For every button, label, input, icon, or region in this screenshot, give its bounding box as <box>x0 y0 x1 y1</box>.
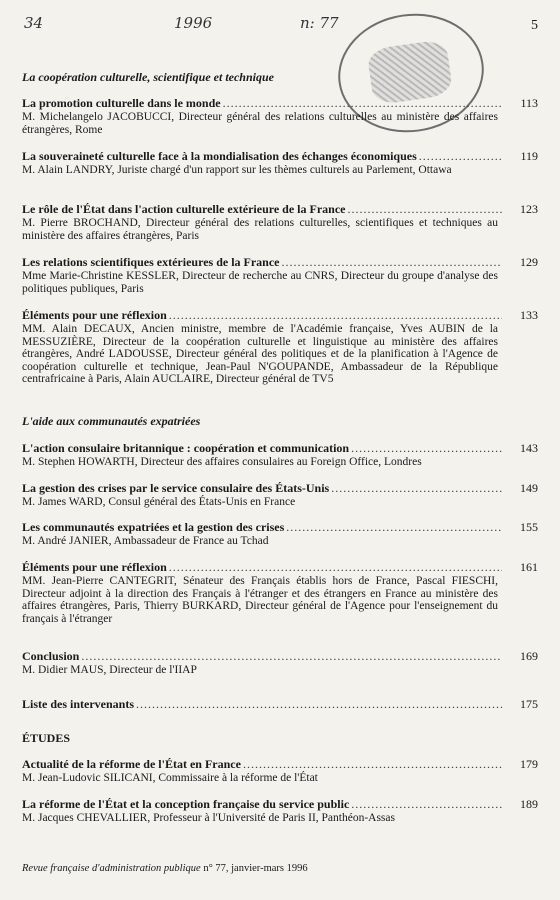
entry-title-line <box>22 649 538 663</box>
entry-title-line <box>22 255 538 269</box>
entry-title: L'action consulaire britannique : coopération et communication <box>22 441 350 455</box>
section-title-etudes: ÉTUDES <box>22 731 71 745</box>
leader-dots <box>169 308 502 322</box>
leader-dots <box>243 757 502 771</box>
entry-page: 129 <box>520 255 538 269</box>
leader-dots <box>348 202 503 216</box>
leader-dots <box>223 96 502 110</box>
entry-title-line <box>22 149 538 163</box>
handwritten-number: 34 <box>24 14 44 32</box>
toc-entry <box>22 96 538 136</box>
entry-description: M. Didier MAUS, Directeur de l'IIAP <box>22 664 197 676</box>
entry-title-line <box>22 797 538 811</box>
entry-description: M. Jean-Ludovic SILICANI, Commissaire à la réforme de l'État <box>22 772 318 784</box>
entry-title: La réforme de l'État et la conception française du service public <box>22 797 350 811</box>
leader-dots <box>81 649 502 663</box>
section-title-expatriates: L'aide aux communautés expatriées <box>22 414 201 428</box>
handwritten-year: 1996 <box>174 14 213 32</box>
leader-dots <box>351 797 502 811</box>
toc-entry <box>22 149 538 177</box>
entry-description: M. James WARD, Consul général des États-Unis en France <box>22 496 296 508</box>
entry-description: Mme Marie-Christine KESSLER, Directeur de recherche au CNRS, Directeur du groupe d'analyse des politiques publiques, Paris <box>22 270 498 295</box>
entry-title-line <box>22 697 538 711</box>
entry-description: MM. Jean-Pierre CANTEGRIT, Sénateur des Français établis hors de France, Pascal FIESCHI, Directeur adjoint à la direction des Français à l'étranger et des étrangers en France au ministère des affaires étrangères, Paris, Thierry BURKARD, Directeur général de l'Agence pour l'enseignement du français à l'étranger <box>22 575 498 625</box>
journal-name: Revue française d'administration publique <box>22 863 201 874</box>
leader-dots <box>169 560 502 574</box>
entry-page: 149 <box>520 481 538 495</box>
leader-dots <box>351 441 502 455</box>
entry-title-line <box>22 308 538 322</box>
entry-description: M. Jacques CHEVALLIER, Professeur à l'Université de Paris II, Panthéon-Assas <box>22 812 395 824</box>
entry-description: M. Pierre BROCHAND, Directeur général des relations culturelles, scientifiques et techniques au ministère des affaires étrangères, Paris <box>22 217 498 242</box>
toc-entry <box>22 255 538 295</box>
entry-title-line <box>22 441 538 455</box>
entry-title: La souveraineté culturelle face à la mondialisation des échanges économiques <box>22 149 417 163</box>
entry-description: M. Stephen HOWARTH, Directeur des affaires consulaires au Foreign Office, Londres <box>22 456 422 468</box>
toc-entry <box>22 757 538 785</box>
entry-page: 155 <box>520 520 538 534</box>
entry-page: 189 <box>520 797 538 811</box>
entry-title-line <box>22 560 538 574</box>
leader-dots <box>419 149 502 163</box>
leader-dots <box>282 255 502 269</box>
toc-entry <box>22 481 538 509</box>
entry-title: Actualité de la réforme de l'État en France <box>22 757 241 771</box>
toc-entry <box>22 441 538 469</box>
entry-title: Le rôle de l'État dans l'action culturelle extérieure de la France <box>22 202 346 216</box>
toc-entry <box>22 649 538 677</box>
entry-title-line <box>22 520 538 534</box>
leader-dots <box>136 697 502 711</box>
entry-page: 113 <box>520 96 538 110</box>
handwritten-issue: n: 77 <box>300 14 339 32</box>
entry-description: M. Alain LANDRY, Juriste chargé d'un rapport sur les thèmes culturels au Parlement, Ottawa <box>22 164 452 176</box>
entry-title: La promotion culturelle dans le monde <box>22 96 221 110</box>
entry-page: 169 <box>520 649 538 663</box>
entry-page: 133 <box>520 308 538 322</box>
leader-dots <box>331 481 502 495</box>
entry-title-line <box>22 481 538 495</box>
toc-entry <box>22 308 538 386</box>
entry-title: Liste des intervenants <box>22 697 134 711</box>
entry-page: 119 <box>520 149 538 163</box>
toc-entry <box>22 560 538 625</box>
page-number: 5 <box>531 18 538 33</box>
entry-page: 123 <box>520 202 538 216</box>
entry-title: Conclusion <box>22 649 80 663</box>
leader-dots <box>286 520 502 534</box>
entry-title: Les relations scientifiques extérieures de la France <box>22 255 280 269</box>
entry-description: M. André JANIER, Ambassadeur de France au Tchad <box>22 535 269 547</box>
entry-title-line <box>22 757 538 771</box>
entry-title: La gestion des crises par le service consulaire des États-Unis <box>22 481 330 495</box>
footer <box>22 863 308 874</box>
journal-issue: n° 77, janvier-mars 1996 <box>203 863 308 874</box>
entry-page: 143 <box>520 441 538 455</box>
entry-title: Éléments pour une réflexion <box>22 308 167 322</box>
entry-page: 175 <box>520 697 538 711</box>
toc-entry <box>22 697 538 711</box>
toc-entry <box>22 202 538 242</box>
toc-entry <box>22 520 538 548</box>
entry-description: MM. Alain DECAUX, Ancien ministre, membre de l'Académie française, Yves AUBIN de la MESSUZIÈRE, Directeur de la coopération culturelle et linguistique au ministère des affaires étrangères, André LADOUSSE, Directeur général des politiques et de la planification à l'Agence de coopération culturelle et technique, Jean-Paul N'GOUPANDE, Ambassadeur de la République centrafricaine à Paris, Alain AUCLAIRE, Directeur général de TV5 <box>22 323 498 385</box>
entry-description: M. Michelangelo JACOBUCCI, Directeur général des relations culturelles au ministère des affaires étrangères, Rome <box>22 111 498 136</box>
entry-title-line <box>22 202 538 216</box>
entry-title-line <box>22 96 538 110</box>
entry-page: 179 <box>520 757 538 771</box>
entry-title: Les communautés expatriées et la gestion des crises <box>22 520 285 534</box>
entry-title: Éléments pour une réflexion <box>22 560 167 574</box>
toc-entry <box>22 797 538 825</box>
section-title-cooperation: La coopération culturelle, scientifique et technique <box>22 70 274 84</box>
entry-page: 161 <box>520 560 538 574</box>
